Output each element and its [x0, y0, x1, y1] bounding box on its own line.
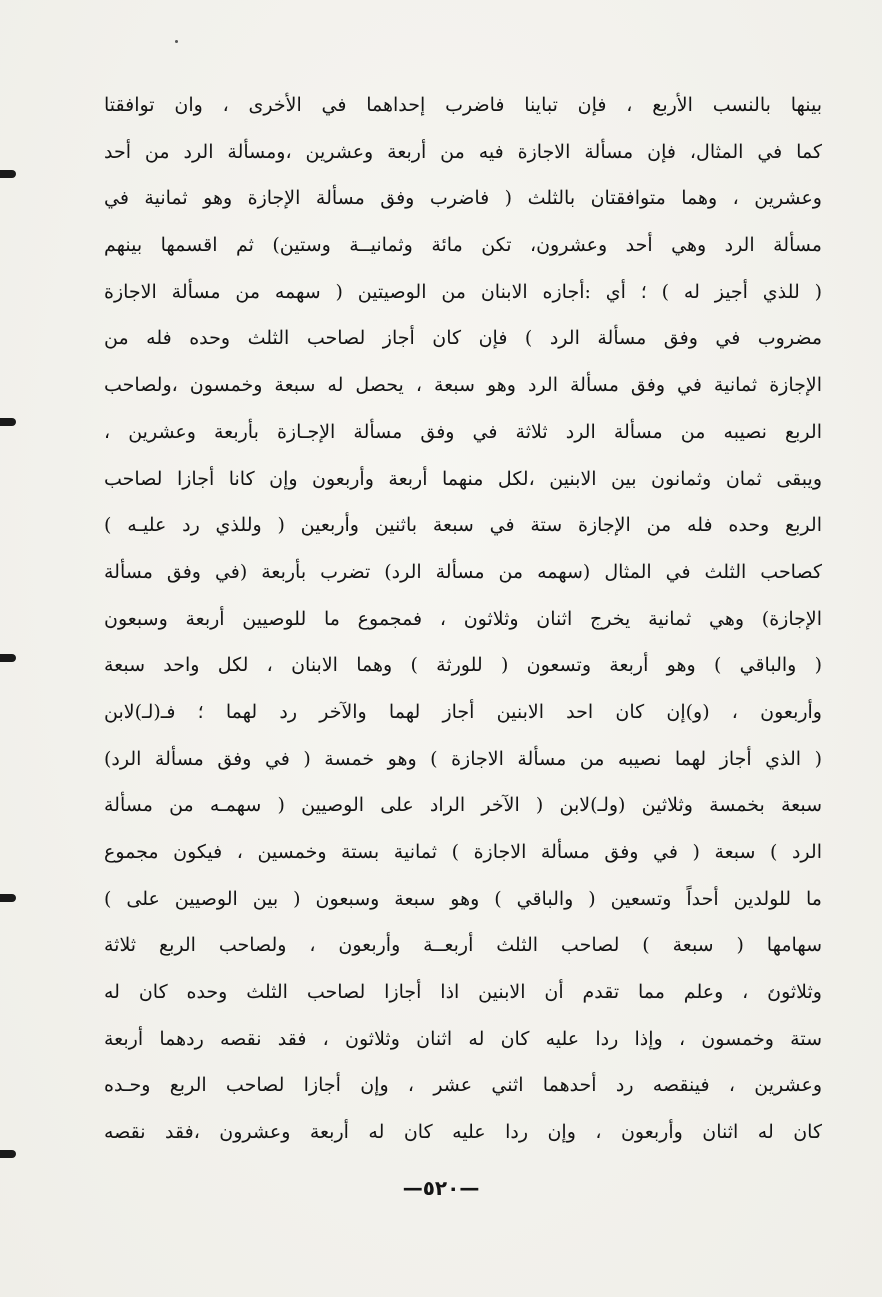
text-line: مضروب في وفق مسألة الرد ) فإن كان أجاز لصاحب الثلث وحده فله من	[104, 327, 822, 350]
text-line: ( الذي أجاز لهما نصيبه من مسألة الاجازة ) وهو خمسة ( في وفق مسألة الرد)	[104, 747, 822, 770]
text-line: الربع نصيبه من مسألة الرد ثلاثة في وفق مسألة الإجـازة بأربعة وعشرين ،	[104, 420, 822, 443]
body-text	[104, 82, 822, 1156]
text-line: سبعة بخمسة وثلاثين (ولـ)لابن ( الآخر الراد على الوصيين ( سهمـه من مسألة	[104, 794, 822, 817]
text-line: وثلاثون ، وعلم مما تقدم أن الابنين اذا أجازا لصاحب الثلث وحده كان له	[104, 981, 822, 1004]
text-line: كما في المثال، فإن مسألة الاجازة فيه من أربعة وعشرين ،ومسألة الرد من أحد	[104, 140, 822, 163]
text-line: كصاحب الثلث في المثال (سهمه من مسألة الرد) تضرب بأربعة (في وفق مسألة	[104, 560, 822, 583]
text-line: الإجازة ثمانية في وفق مسألة الرد وهو سبعة ، يحصل له سبعة وخمسون ،ولصاحب	[104, 374, 822, 397]
text-line: سهامها ( سبعة ) لصاحب الثلث أربعــة وأربعون ، ولصاحب الربع ثلاثة	[104, 934, 822, 957]
text-line: ويبقى ثمان وثمانون بين الابنين ،لكل منهما أربعة وأربعون وإن كانا أجازا لصاحب	[104, 467, 822, 490]
text-line: ستة وخمسون ، وإذا ردا عليه كان له اثنان وثلاثون ، فقد نقصه ردهما أربعة	[104, 1027, 822, 1050]
text-line: الربع وحده فله من الإجازة ستة في سبعة باثنين وأربعين ( وللذي رد عليـه )	[104, 514, 822, 537]
text-line: كان له اثنان وأربعون ، وإن ردا عليه كان له أربعة وعشرون ،فقد نقصه	[104, 1121, 822, 1144]
margin-binding-mark	[0, 654, 16, 662]
text-line: ( للذي أجيز له ) ؛ أي :أجازه الابنان من الوصيتين ( سهمه من مسألة الاجازة	[104, 280, 822, 303]
text-line: ما للولدين أحداً وتسعين ( والباقي ) وهو سبعة وسبعون ( بين الوصيين على )	[104, 887, 822, 910]
margin-binding-mark	[0, 894, 16, 902]
margin-binding-mark	[0, 1150, 16, 1158]
margin-binding-mark	[0, 170, 16, 178]
scan-speck	[175, 40, 178, 43]
page-number: —٥٢٠—	[402, 1176, 480, 1200]
text-line: بينها بالنسب الأربع ، فإن تباينا فاضرب إحداهما في الأخرى ، وان توافقتا	[104, 94, 822, 116]
text-line: ( والباقي ) وهو أربعة وتسعون ( للورثة ) وهما الابنان ، لكل واحد سبعة	[104, 654, 822, 677]
text-line: الرد ) سبعة ( في وفق مسألة الاجازة ) ثمانية بستة وخمسين ، فيكون مجموع	[104, 841, 822, 863]
text-line: وعشرين ، وهما متوافقتان بالثلث ( فاضرب وفق مسألة الإجازة وهو ثمانية في	[104, 187, 822, 210]
text-line: وعشرين ، فينقصه رد أحدهما اثني عشر ، وإن أجازا لصاحب الربع وحـده	[104, 1074, 822, 1097]
text-line: الإجازة) وهي ثمانية يخرج اثنان وثلاثون ، فمجموع ما للوصيين أربعة وسبعون	[104, 607, 822, 630]
text-line: وأربعون ، (و)إن كان احد الابنين أجاز لهما والآخر رد لهما ؛ فـ(لـ)لابن	[104, 700, 822, 723]
text-line: مسألة الرد وهي أحد وعشرون، تكن مائة وثمانيــة وستين) ثم اقسمها بينهم	[104, 234, 822, 257]
margin-binding-mark	[0, 418, 16, 426]
